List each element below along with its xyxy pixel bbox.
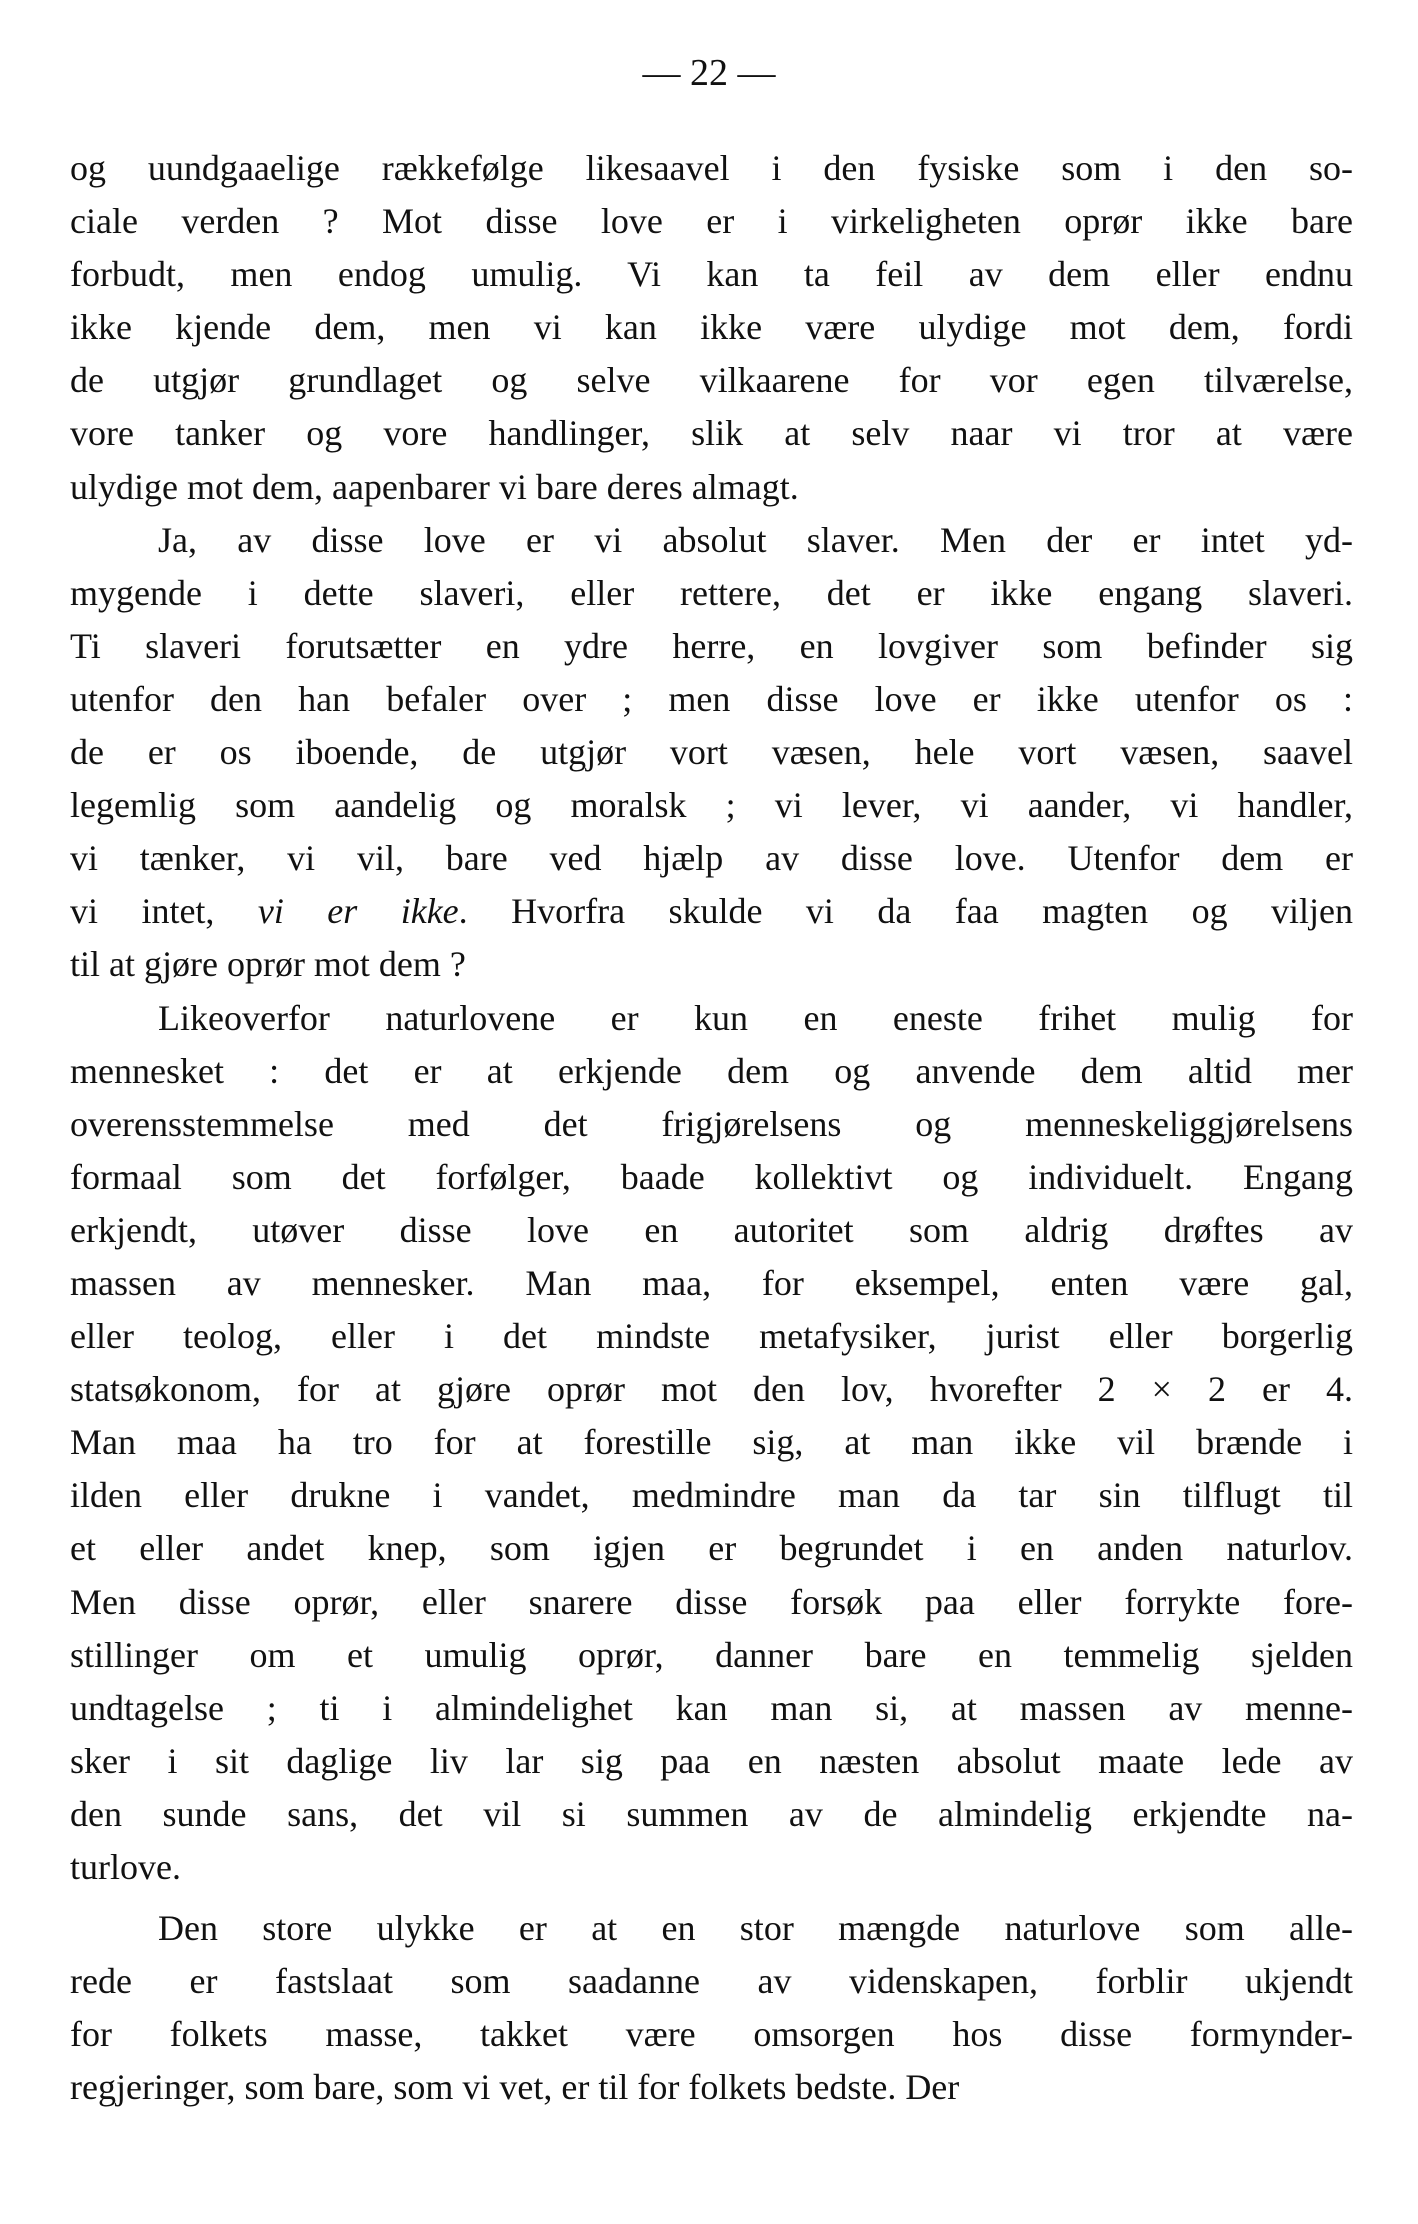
- text-line: Den store ulykke er at en stor mængde naturlove som alle-: [158, 1908, 1353, 1949]
- text-line: Likeoverfor naturlovene er kun en eneste frihet mulig for: [158, 997, 1353, 1038]
- text-line: vi tænker, vi vil, bare ved hjælp av disse love. Utenfor dem er: [70, 838, 1353, 879]
- text-line: erkjendt, utøver disse love en autoritet som aldrig drøftes av: [70, 1209, 1353, 1250]
- text-line: stillinger om et umulig oprør, danner bare en temmelig sjelden: [70, 1634, 1353, 1675]
- text-line: Man maa ha tro for at forestille sig, at man ikke vil brænde i: [70, 1422, 1353, 1463]
- text-line: ciale verden ? Mot disse love er i virkeligheten oprør ikke bare: [70, 201, 1353, 242]
- text-line: til at gjøre oprør mot dem ?: [70, 944, 466, 985]
- text-line: ilden eller drukne i vandet, medmindre man da tar sin tilflugt til: [70, 1475, 1353, 1516]
- text-line: mennesket : det er at erkjende dem og anvende dem altid mer: [70, 1050, 1353, 1091]
- text-line: ikke kjende dem, men vi kan ikke være ulydige mot dem, fordi: [70, 307, 1353, 348]
- text-line: utenfor den han befaler over ; men disse love er ikke utenfor os :: [70, 678, 1353, 719]
- text-line: mygende i dette slaveri, eller rettere, det er ikke engang slaveri.: [70, 572, 1353, 613]
- text-line: regjeringer, som bare, som vi vet, er til for folkets bedste. Der: [70, 2067, 960, 2108]
- italic-text: vi er ikke: [257, 891, 459, 932]
- text-line: Ja, av disse love er vi absolut slaver. Men der er intet yd-: [158, 519, 1353, 560]
- text-line: rede er fastslaat som saadanne av videnskapen, forblir ukjendt: [70, 1961, 1353, 2002]
- page-text: [70, 142, 1353, 2114]
- text-line: legemlig som aandelig og moralsk ; vi lever, vi aander, vi handler,: [70, 785, 1353, 826]
- text-line: Men disse oprør, eller snarere disse forsøk paa eller forrykte fore-: [70, 1581, 1353, 1622]
- paragraph-gap: [70, 1894, 1353, 1902]
- paragraph: [70, 1902, 1353, 2114]
- text-line: sker i sit daglige liv lar sig paa en næsten absolut maate lede av: [70, 1740, 1353, 1781]
- text-line: massen av mennesker. Man maa, for eksempel, enten være gal,: [70, 1262, 1353, 1303]
- text-line: et eller andet knep, som igjen er begrundet i en anden naturlov.: [70, 1528, 1353, 1569]
- text-line: de utgjør grundlaget og selve vilkaarene for vor egen tilværelse,: [70, 360, 1353, 401]
- text-line: forbudt, men endog umulig. Vi kan ta feil av dem eller endnu: [70, 254, 1353, 295]
- text-line: statsøkonom, for at gjøre oprør mot den lov, hvorefter 2 × 2 er 4.: [70, 1369, 1353, 1410]
- text-line: undtagelse ; ti i almindelighet kan man si, at massen av menne-: [70, 1687, 1353, 1728]
- text-line: overensstemmelse med det frigjørelsens og menneskeliggjørelsens: [70, 1103, 1353, 1144]
- page-number: — 22 —: [642, 52, 776, 94]
- text-line: de er os iboende, de utgjør vort væsen, hele vort væsen, saavel: [70, 732, 1353, 773]
- paragraph: [70, 142, 1353, 514]
- text-line: formaal som det forfølger, baade kollektivt og individuelt. Engang: [70, 1156, 1353, 1197]
- text-line: vore tanker og vore handlinger, slik at selv naar vi tror at være: [70, 413, 1353, 454]
- text-line: eller teolog, eller i det mindste metafysiker, jurist eller borgerlig: [70, 1316, 1353, 1357]
- text-line: for folkets masse, takket være omsorgen hos disse formynder-: [70, 2014, 1353, 2055]
- text-line: vi intet, vi er ikke. Hvorfra skulde vi da faa magten og viljen: [70, 891, 1353, 932]
- paragraph: [70, 992, 1353, 1895]
- text-line: turlove.: [70, 1847, 181, 1887]
- paragraph: [70, 514, 1353, 992]
- text-line: og uundgaaelige rækkefølge likesaavel i den fysiske som i den so-: [70, 148, 1353, 188]
- text-line: ulydige mot dem, aapenbarer vi bare deres almagt.: [70, 466, 799, 507]
- text-line: Ti slaveri forutsætter en ydre herre, en lovgiver som befinder sig: [70, 625, 1353, 666]
- text-line: den sunde sans, det vil si summen av de almindelig erkjendte na-: [70, 1793, 1353, 1834]
